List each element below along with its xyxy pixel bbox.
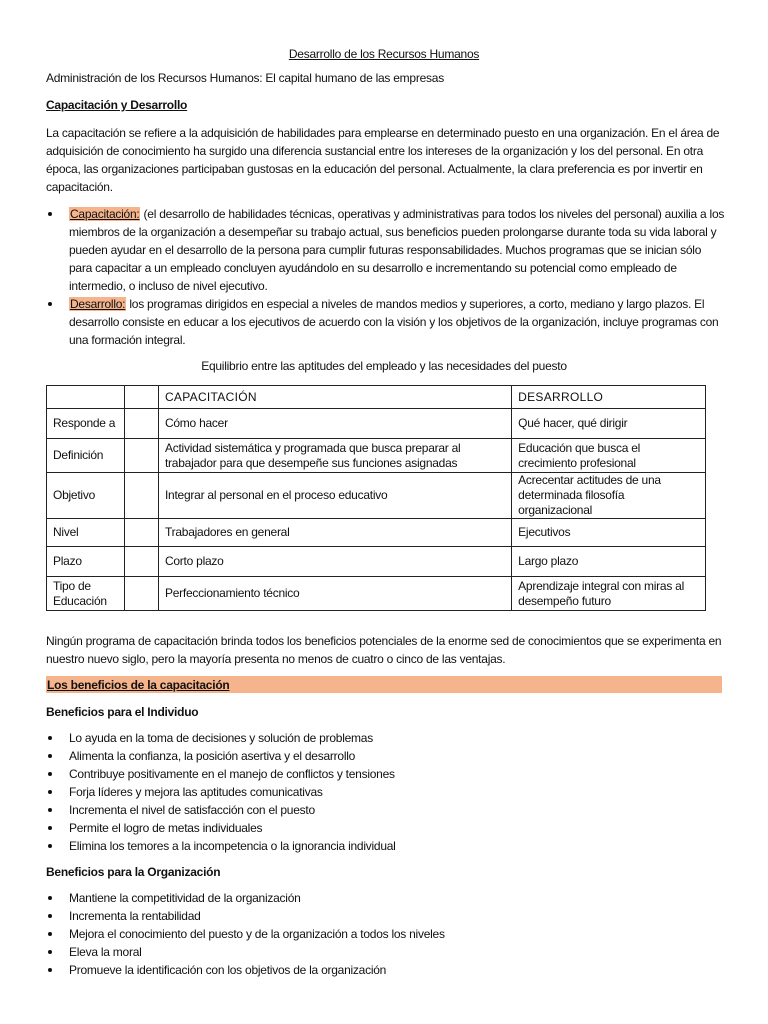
empty-cell xyxy=(124,473,158,519)
capacitacion-cell: Corto plazo xyxy=(158,547,511,577)
individual-benefits-list xyxy=(46,729,726,855)
capacitacion-cell: Actividad sistemática y programada que busca preparar al trabajador para que desempeñe sus funciones asignadas xyxy=(158,439,511,473)
document-title: Desarrollo de los Recursos Humanos xyxy=(288,47,480,61)
definition-desarrollo xyxy=(46,295,726,349)
definition-capacitacion-text: (el desarrollo de habilidades técnicas, operativas y administrativas para todos los niveles del personal) auxilia a los miembros de la organización a desempeñar su trabajo actual, sus beneficios pueden prolongarse durante toda su vida laboral y pueden ayudar en el desarrollo de la persona para cumplir futuras responsabilidades. Muchos programas que se inician sólo para capacitar a un empleado concluyen ayudándolo en su desarrollo e incrementando su potencial como empleado de intermedio, o incluso de nivel ejecutivo. xyxy=(69,207,725,293)
table-header-row xyxy=(47,386,706,409)
list-item: Alimenta la confianza, la posición asertiva y el desarrollo xyxy=(46,747,726,765)
desarrollo-cell: Largo plazo xyxy=(512,547,706,577)
list-item: Permite el logro de metas individuales xyxy=(46,819,726,837)
closing-paragraph: Ningún programa de capacitación brinda todos los beneficios potenciales de la enorme sed de conocimientos que se experimenta en nuestro nuevo siglo, pero la mayoría presenta no menos de cuatro o cinco de las ventajas. xyxy=(46,634,722,666)
capacitacion-cell: Perfeccionamiento técnico xyxy=(158,577,511,611)
definition-desarrollo-text: los programas dirigidos en especial a niveles de mandos medios y superiores, a corto, mediano y largo plazos. El desarrollo consiste en educar a los ejecutivos de acuerdo con la visión y los objetivos de la organización, incluye programas con una formación integral. xyxy=(69,297,719,347)
section-heading-capacitacion-desarrollo: Capacitación y Desarrollo xyxy=(46,98,188,112)
list-item: Incrementa la rentabilidad xyxy=(46,907,726,925)
row-label: Responde a xyxy=(47,409,125,439)
capacitacion-cell: Cómo hacer xyxy=(158,409,511,439)
empty-cell xyxy=(124,547,158,577)
row-label: Tipo de Educación xyxy=(47,577,125,611)
list-item: Elimina los temores a la incompetencia o la ignorancia individual xyxy=(46,837,726,855)
list-item: Contribuye positivamente en el manejo de conflictos y tensiones xyxy=(46,765,726,783)
definition-capacitacion xyxy=(46,205,726,295)
benefits-heading: Los beneficios de la capacitación xyxy=(47,678,230,692)
term-desarrollo: Desarrollo: xyxy=(70,297,126,311)
intro-paragraph: La capacitación se refiere a la adquisición de habilidades para emplearse en determinado puesto en una organización. En el área de adquisición de conocimiento ha surgido una diferencia sustancial entre los intereses de la organización y los del personal. En otra época, las organizaciones participaban gustosas en la educación del personal. Actualmente, la clara preferencia es por invertir en capacitación. xyxy=(46,126,720,194)
desarrollo-cell: Educación que busca el crecimiento profesional xyxy=(512,439,706,473)
table-row xyxy=(47,409,706,439)
table-header-desarrollo: DESARROLLO xyxy=(512,386,706,409)
table-header-capacitacion: CAPACITACIÓN xyxy=(158,386,511,409)
empty-cell xyxy=(124,519,158,547)
desarrollo-cell: Ejecutivos xyxy=(512,519,706,547)
list-item: Lo ayuda en la toma de decisiones y solución de problemas xyxy=(46,729,726,747)
desarrollo-cell: Aprendizaje integral con miras al desempeño futuro xyxy=(512,577,706,611)
desarrollo-cell: Qué hacer, qué dirigir xyxy=(512,409,706,439)
table-row xyxy=(47,439,706,473)
list-item: Incrementa el nivel de satisfacción con el puesto xyxy=(46,801,726,819)
capacitacion-cell: Integrar al personal en el proceso educativo xyxy=(158,473,511,519)
individual-benefits-heading: Beneficios para el Individuo xyxy=(46,705,199,719)
definitions-list xyxy=(46,205,726,349)
table-caption: Equilibrio entre las aptitudes del empleado y las necesidades del puesto xyxy=(201,359,567,373)
empty-cell xyxy=(124,577,158,611)
table-header-cell xyxy=(47,386,125,409)
list-item: Promueve la identificación con los objetivos de la organización xyxy=(46,961,726,979)
empty-cell xyxy=(124,409,158,439)
table-row xyxy=(47,519,706,547)
term-capacitacion: Capacitación: xyxy=(70,207,140,221)
row-label: Nivel xyxy=(47,519,125,547)
document-subtitle: Administración de los Recursos Humanos: El capital humano de las empresas xyxy=(46,71,444,85)
table-row xyxy=(47,577,706,611)
table-row xyxy=(47,547,706,577)
capacitacion-cell: Trabajadores en general xyxy=(158,519,511,547)
list-item: Forja líderes y mejora las aptitudes comunicativas xyxy=(46,783,726,801)
row-label: Definición xyxy=(47,439,125,473)
list-item: Eleva la moral xyxy=(46,943,726,961)
organization-benefits-list xyxy=(46,889,726,979)
empty-cell xyxy=(124,439,158,473)
comparison-table xyxy=(46,385,706,611)
desarrollo-cell: Acrecentar actitudes de una determinada filosofía organizacional xyxy=(512,473,706,519)
organization-benefits-heading: Beneficios para la Organización xyxy=(46,865,221,879)
row-label: Objetivo xyxy=(47,473,125,519)
table-header-cell xyxy=(124,386,158,409)
benefits-heading-band xyxy=(46,676,722,693)
list-item: Mantiene la competitividad de la organización xyxy=(46,889,726,907)
table-row xyxy=(47,473,706,519)
row-label: Plazo xyxy=(47,547,125,577)
list-item: Mejora el conocimiento del puesto y de la organización a todos los niveles xyxy=(46,925,726,943)
